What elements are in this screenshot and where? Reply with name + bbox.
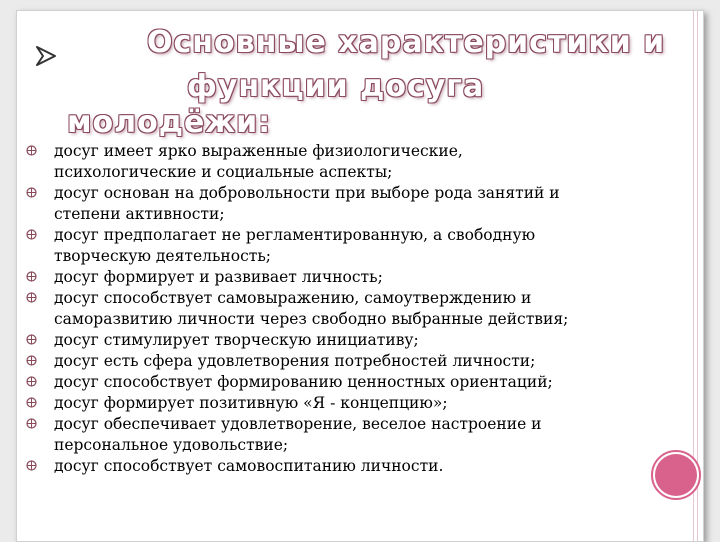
slide	[16, 10, 704, 542]
list-item	[17, 268, 657, 286]
bullet-text: досуг основан на добровольности при выборе рода занятий и	[54, 184, 560, 202]
arrow-right-icon	[33, 43, 59, 69]
circle-cross-icon	[26, 355, 37, 366]
circle-cross-icon	[26, 397, 37, 408]
circle-cross-icon	[26, 187, 37, 198]
list-item	[17, 415, 657, 454]
title-line-3: молодёжи:	[67, 105, 272, 140]
list-item	[17, 373, 657, 391]
circle-cross-icon	[26, 292, 37, 303]
bullet-text: досуг обеспечивает удовлетворение, веселое настроение и	[54, 415, 542, 433]
list-item	[17, 226, 657, 265]
bullet-text: досуг способствует самовоспитанию личности.	[54, 457, 444, 475]
bullet-text: психологические и социальные аспекты;	[54, 163, 393, 181]
bullet-text: досуг есть сфера удовлетворения потребностей личности;	[54, 352, 536, 370]
bullet-text: персональное удовольствие;	[54, 436, 289, 454]
list-item	[17, 394, 657, 412]
bullet-text: саморазвитию личности через свободно выбранные действия;	[54, 310, 569, 328]
circle-cross-icon	[26, 376, 37, 387]
list-item	[17, 457, 657, 475]
list-item	[17, 289, 657, 328]
title-line-2: функции досуга	[187, 69, 485, 104]
bullet-text: творческую деятельность;	[54, 247, 271, 265]
bullet-text: досуг предполагает не регламентированную, а свободную	[54, 226, 536, 244]
circle-cross-icon	[26, 145, 37, 156]
list-item	[17, 142, 657, 181]
bullet-list	[17, 142, 657, 475]
circle-cross-icon	[26, 229, 37, 240]
bullet-text: степени активности;	[54, 205, 225, 223]
circle-cross-icon	[26, 460, 37, 471]
bullet-text: досуг формирует и развивает личность;	[54, 268, 383, 286]
bullet-text: досуг стимулирует творческую инициативу;	[54, 331, 419, 349]
circle-cross-icon	[26, 418, 37, 429]
list-item	[17, 184, 657, 223]
title-line-1: Основные характеристики и	[147, 25, 666, 60]
bullet-text: досуг имеет ярко выраженные физиологические,	[54, 142, 463, 160]
bullet-text: досуг формирует позитивную «Я - концепцию»;	[54, 394, 448, 412]
list-item	[17, 331, 657, 349]
circle-cross-icon	[26, 271, 37, 282]
bullet-text: досуг способствует формированию ценностных ориентаций;	[54, 373, 553, 391]
bullet-text: досуг способствует самовыражению, самоутверждению и	[54, 289, 532, 307]
pink-circle-icon	[650, 449, 702, 501]
circle-cross-icon	[26, 334, 37, 345]
list-item	[17, 352, 657, 370]
